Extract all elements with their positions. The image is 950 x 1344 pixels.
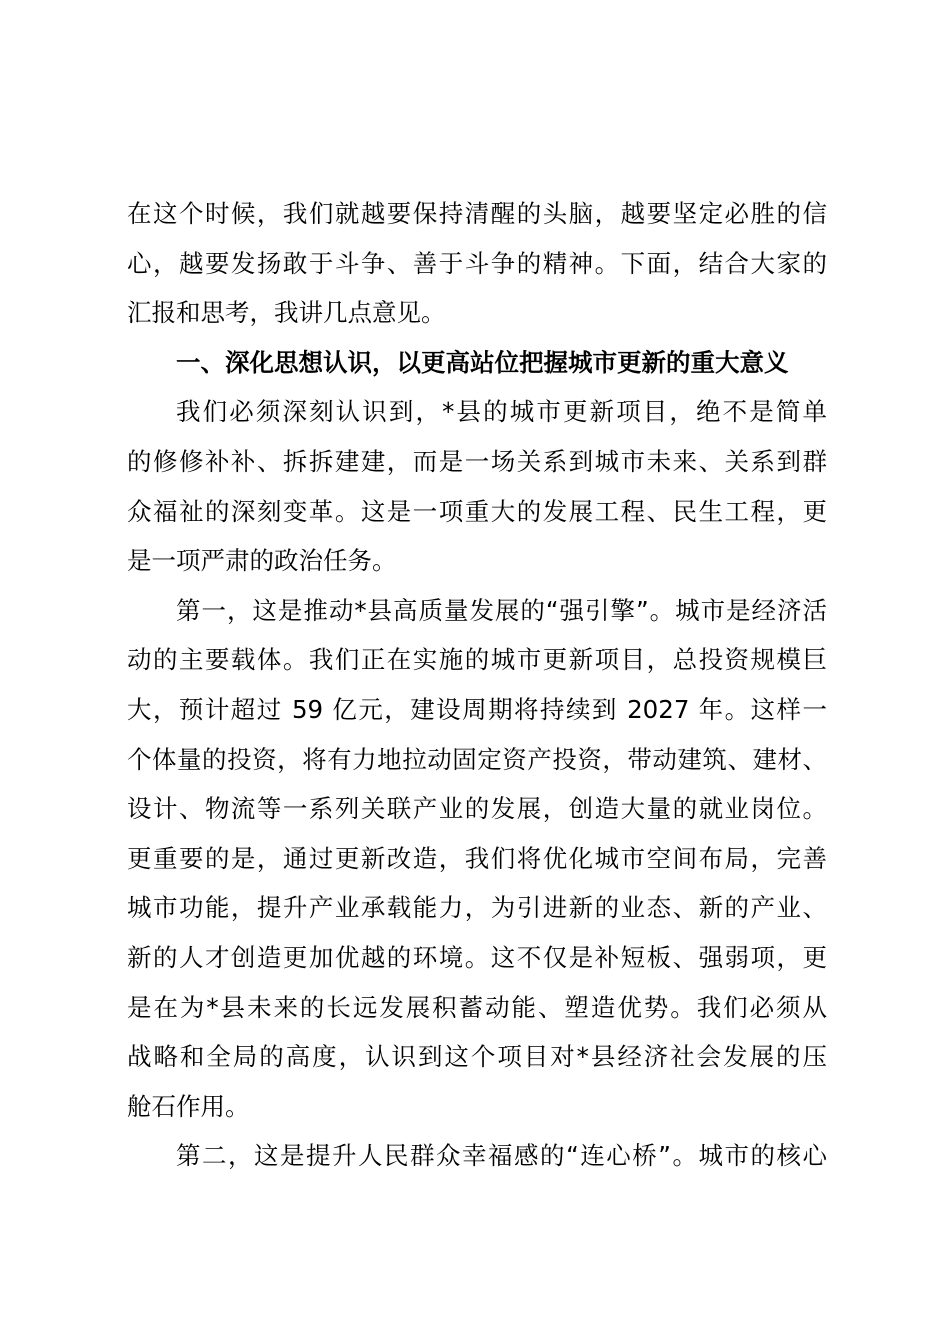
paragraph-line: 第二，这是提升人民群众幸福感的“连心桥”。城市的核心 <box>176 1141 827 1171</box>
paragraph-line: 更重要的是，通过更新改造，我们将优化城市空间布局，完善 <box>127 843 827 873</box>
paragraph-line: 大，预计超过 59 亿元，建设周期将持续到 2027 年。这样一 <box>127 694 827 724</box>
document-body <box>127 189 827 1181</box>
paragraph-line: 设计、物流等一系列关联产业的发展，创造大量的就业岗位。 <box>127 794 827 824</box>
paragraph-line: 我们必须深刻认识到，*县的城市更新项目，绝不是简单 <box>176 397 827 427</box>
paragraph-line: 是一项严肃的政治任务。 <box>127 546 397 576</box>
paragraph-line: 个体量的投资，将有力地拉动固定资产投资，带动建筑、建材、 <box>127 744 827 774</box>
paragraph-line: 动的主要载体。我们正在实施的城市更新项目，总投资规模巨 <box>127 645 827 675</box>
paragraph-line: 汇报和思考，我讲几点意见。 <box>127 298 446 328</box>
paragraph-line: 心，越要发扬敢于斗争、善于斗争的精神。下面，结合大家的 <box>127 248 827 278</box>
paragraph-line: 新的人才创造更加优越的环境。这不仅是补短板、强弱项，更 <box>127 942 827 972</box>
paragraph-line: 众福祉的深刻变革。这是一项重大的发展工程、民生工程，更 <box>127 496 827 526</box>
paragraph-line: 是在为*县未来的长远发展积蓄动能、塑造优势。我们必须从 <box>127 992 827 1022</box>
paragraph-line: 舱石作用。 <box>127 1091 250 1121</box>
paragraph-line: 城市功能，提升产业承载能力，为引进新的业态、新的产业、 <box>127 893 827 923</box>
paragraph-line: 在这个时候，我们就越要保持清醒的头脑，越要坚定必胜的信 <box>127 199 827 228</box>
section-heading: 一、深化思想认识，以更高站位把握城市更新的重大意义 <box>176 347 789 377</box>
paragraph-line: 战略和全局的高度，认识到这个项目对*县经济社会发展的压 <box>127 1042 827 1072</box>
paragraph-line: 第一，这是推动*县高质量发展的“强引擎”。城市是经济活 <box>176 595 827 625</box>
paragraph-line: 的修修补补、拆拆建建，而是一场关系到城市未来、关系到群 <box>127 446 827 476</box>
